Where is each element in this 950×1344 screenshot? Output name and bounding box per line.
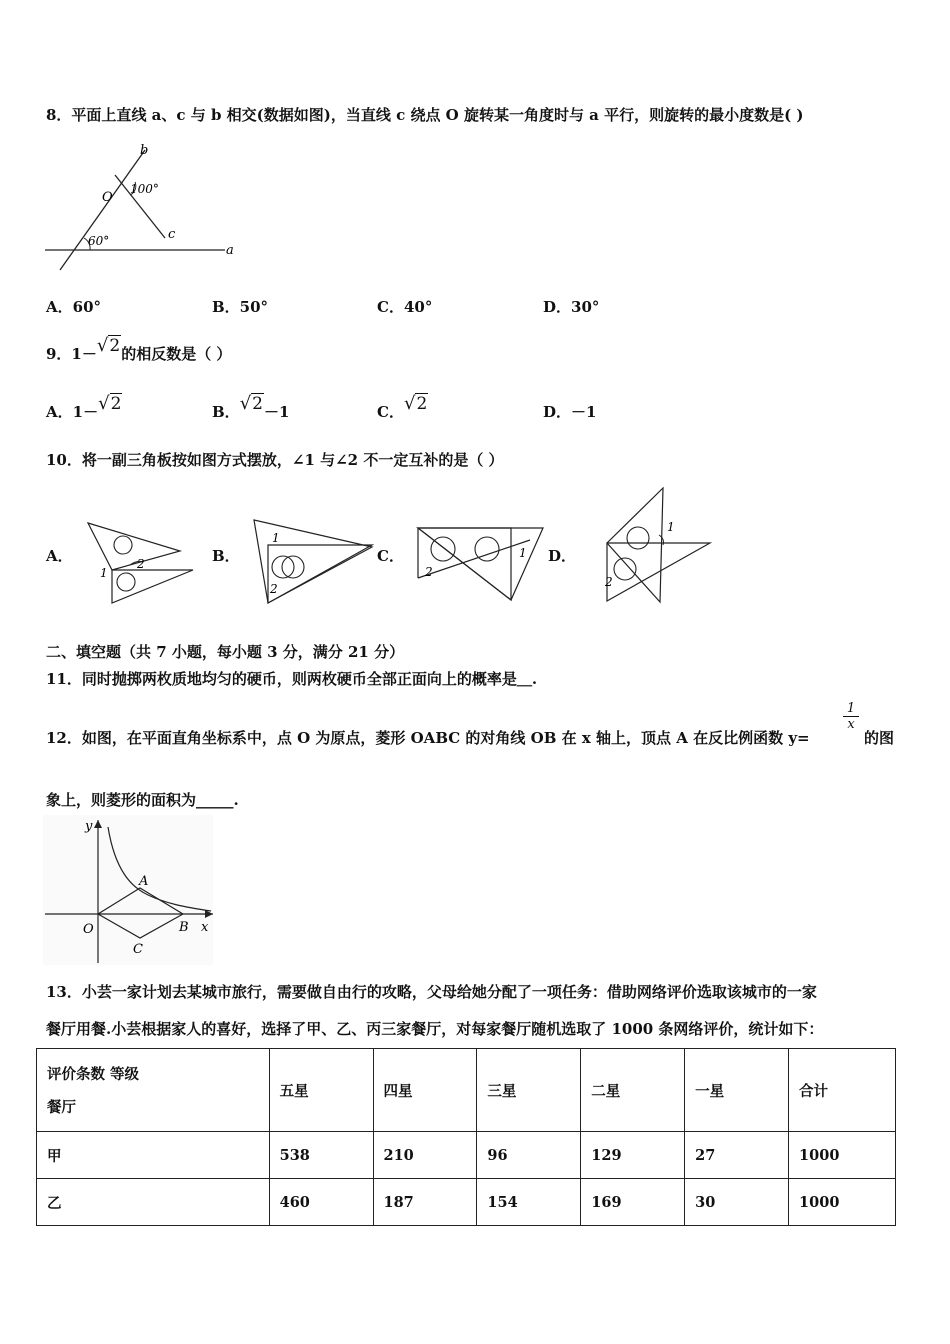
angle-2: 2 [605, 575, 613, 589]
angle-1: 1 [519, 546, 527, 560]
label-y: y [85, 819, 93, 834]
cell: 210 [373, 1132, 477, 1179]
label-100: 100° [130, 182, 159, 196]
q8-option-c: C．40° [377, 298, 433, 316]
label-b: B [179, 920, 189, 935]
header-total: 合计 [789, 1049, 896, 1132]
q9-option-b: B．√2－1 [212, 393, 290, 421]
cell: 154 [477, 1179, 581, 1226]
cell: 1000 [789, 1132, 896, 1179]
label-x: x [201, 920, 209, 935]
angle-1: 1 [667, 520, 675, 534]
label-o: O [102, 190, 113, 205]
q10-label-c: C． [377, 547, 404, 565]
q12-text-line2: 象上，则菱形的面积为_____. [46, 791, 239, 809]
row-name: 甲 [37, 1132, 270, 1179]
sqrt-2: √2 [96, 335, 121, 356]
q10-figure-a [85, 515, 200, 610]
angle-2: 2 [137, 557, 145, 571]
q9-option-a: A．1－√2 [46, 393, 122, 421]
q10-label-d: D． [548, 547, 577, 565]
q10-label-b: B． [212, 547, 240, 565]
q13-text-line2: 餐厅用餐.小芸根据家人的喜好，选择了甲、乙、丙三家餐厅，对每家餐厅随机选取了 1000 条网络评价，统计如下： [46, 1020, 824, 1038]
label-a: a [226, 243, 234, 258]
q12-text-end: 的图 [864, 729, 895, 747]
table-row [37, 1132, 896, 1179]
q10-figure-c [415, 518, 550, 608]
angle-2: 2 [270, 582, 278, 596]
label-c: c [168, 227, 176, 242]
label-60: 60° [88, 234, 110, 248]
q9-option-d: D．－1 [543, 403, 597, 421]
q9-text: 9．1－√2的相反数是（ ） [46, 335, 232, 363]
label-o: O [83, 922, 94, 937]
cell: 460 [269, 1179, 373, 1226]
q8-option-d: D．30° [543, 298, 600, 316]
q8-figure [40, 140, 250, 275]
cell: 129 [581, 1132, 685, 1179]
header-three-star: 三星 [477, 1049, 581, 1132]
q8-option-b: B．50° [212, 298, 269, 316]
rating-table [36, 1048, 896, 1226]
header-one-star: 一星 [685, 1049, 789, 1132]
cell: 96 [477, 1132, 581, 1179]
table-corner-cell: 评价条数 等级 餐厅 [37, 1049, 270, 1132]
angle-2: 2 [425, 565, 433, 579]
row-name: 乙 [37, 1179, 270, 1226]
label-b: b [140, 143, 149, 158]
header-five-star: 五星 [269, 1049, 373, 1132]
table-header-row [37, 1049, 896, 1132]
angle-1: 1 [100, 566, 108, 580]
q11-text: 11．同时抛掷两枚质地均匀的硬币，则两枚硬币全部正面向上的概率是＿. [46, 670, 538, 688]
q10-figure-b [250, 515, 380, 610]
q8-text: 8．平面上直线 a、c 与 b 相交(数据如图)，当直线 c 绕点 O 旋转某一角度时与 a 平行，则旋转的最小度数是( ) [46, 106, 804, 124]
q8-option-a: A．60° [46, 298, 102, 316]
q10-label-a: A． [46, 547, 73, 565]
line-b [60, 150, 145, 270]
fraction-1-over-x: $\frac{1}{x}$ [843, 701, 859, 732]
section-2-heading: 二、填空题（共 7 小题，每小题 3 分，满分 21 分） [46, 643, 405, 661]
cell: 30 [685, 1179, 789, 1226]
cell: 187 [373, 1179, 477, 1226]
q9-option-c: C．√2 [377, 393, 428, 421]
label-a: A [139, 874, 149, 889]
header-two-star: 二星 [581, 1049, 685, 1132]
q13-text-line1: 13．小芸一家计划去某城市旅行，需要做自由行的攻略，父母给她分配了一项任务：借助网络评价选取该城市的一家 [46, 983, 817, 1001]
q12-text-line1: 12．如图，在平面直角坐标系中，点 O 为原点，菱形 OABC 的对角线 OB 在 x 轴上，顶点 A 在反比例函数 y= [46, 729, 810, 747]
cell: 27 [685, 1132, 789, 1179]
q12-figure [43, 815, 218, 965]
q10-text: 10．将一副三角板按如图方式摆放，∠1 与∠2 不一定互补的是（ ） [46, 451, 504, 469]
cell: 169 [581, 1179, 685, 1226]
cell: 538 [269, 1132, 373, 1179]
angle-1: 1 [272, 531, 280, 545]
cell: 1000 [789, 1179, 896, 1226]
q10-figure-d [597, 485, 717, 610]
label-c: C [133, 942, 143, 957]
header-four-star: 四星 [373, 1049, 477, 1132]
table-row [37, 1179, 896, 1226]
